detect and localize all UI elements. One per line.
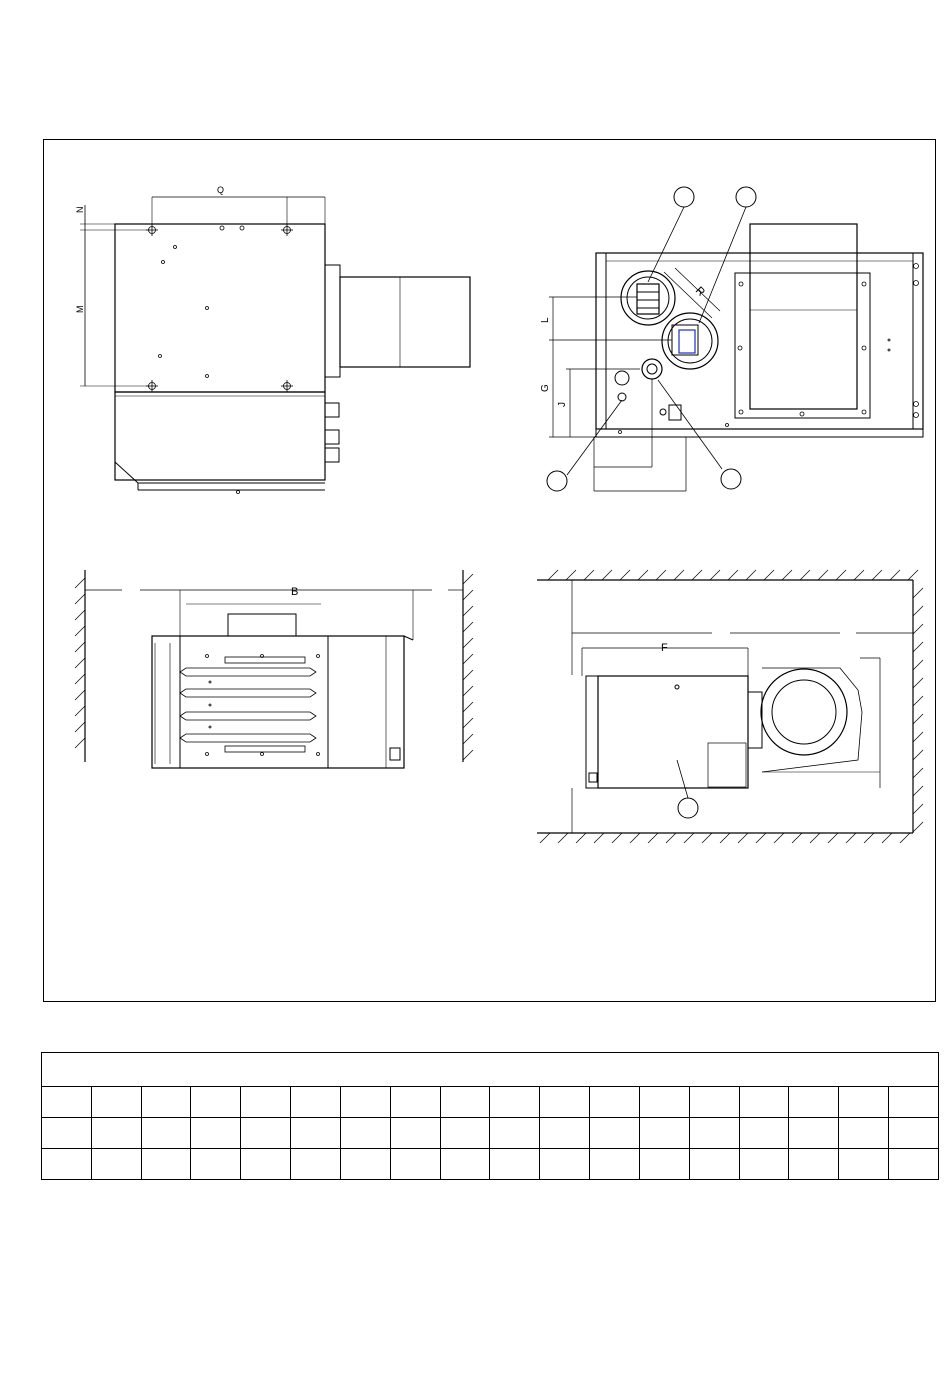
dim-label-j: J (557, 402, 568, 407)
table-cell (639, 1149, 689, 1180)
dim-label-m: M (75, 305, 85, 313)
table-cell (390, 1118, 440, 1149)
table-cell (291, 1087, 341, 1118)
table-cell (889, 1118, 939, 1149)
table-cell (789, 1118, 839, 1149)
table-cell (689, 1087, 739, 1118)
table-cell (141, 1149, 191, 1180)
table-cell (191, 1118, 241, 1149)
table-cell (839, 1149, 889, 1180)
table-cell (42, 1118, 92, 1149)
table-cell (340, 1087, 390, 1118)
table-cell (540, 1149, 590, 1180)
table-cell (839, 1087, 889, 1118)
table-cell (590, 1118, 640, 1149)
table-cell (490, 1149, 540, 1180)
table-cell (839, 1118, 889, 1149)
table-cell (91, 1149, 141, 1180)
table-cell (590, 1087, 640, 1118)
table-cell (540, 1087, 590, 1118)
table-cell (440, 1149, 490, 1180)
table-caption (42, 1053, 939, 1087)
table-cell (490, 1087, 540, 1118)
table-cell (490, 1118, 540, 1149)
dimensions-table (41, 1052, 939, 1180)
table-cell (639, 1087, 689, 1118)
table-cell (739, 1118, 789, 1149)
table-cell (291, 1149, 341, 1180)
table-cell (689, 1118, 739, 1149)
table-cell (789, 1087, 839, 1118)
table-row (42, 1087, 939, 1118)
table-cell (340, 1149, 390, 1180)
dim-label-q: Q (217, 185, 225, 195)
table-cell (141, 1118, 191, 1149)
clearance-view (537, 570, 923, 843)
table-cell (291, 1118, 341, 1149)
table-cell (191, 1149, 241, 1180)
table-cell (241, 1149, 291, 1180)
dim-label-g: G (540, 384, 551, 392)
table-cell (141, 1087, 191, 1118)
table-cell (390, 1149, 440, 1180)
dim-label-f: F (661, 642, 668, 654)
table-row (42, 1118, 939, 1149)
table-cell (639, 1118, 689, 1149)
table-cell (590, 1149, 640, 1180)
dim-label-b: B (291, 586, 299, 598)
dim-label-n: N (75, 206, 85, 213)
dim-label-l: L (540, 317, 551, 323)
table-cell (340, 1118, 390, 1149)
table-cell (91, 1118, 141, 1149)
table-cell (540, 1118, 590, 1149)
table-cell (689, 1149, 739, 1180)
table-cell (440, 1118, 490, 1149)
table-cell (42, 1149, 92, 1180)
table-cell (440, 1087, 490, 1118)
table-cell (241, 1118, 291, 1149)
rear-elevation-view (547, 187, 923, 491)
table-cell (739, 1149, 789, 1180)
table-cell (241, 1087, 291, 1118)
side-elevation-view (80, 197, 470, 494)
table-caption-row (42, 1053, 939, 1087)
table-cell (390, 1087, 440, 1118)
plan-view (75, 570, 473, 768)
table-cell (889, 1087, 939, 1118)
dim-label-r: R (692, 284, 707, 299)
table-row (42, 1149, 939, 1180)
table-cell (91, 1087, 141, 1118)
table-cell (42, 1087, 92, 1118)
table-cell (789, 1149, 839, 1180)
table-cell (889, 1149, 939, 1180)
table-cell (739, 1087, 789, 1118)
table-cell (191, 1087, 241, 1118)
